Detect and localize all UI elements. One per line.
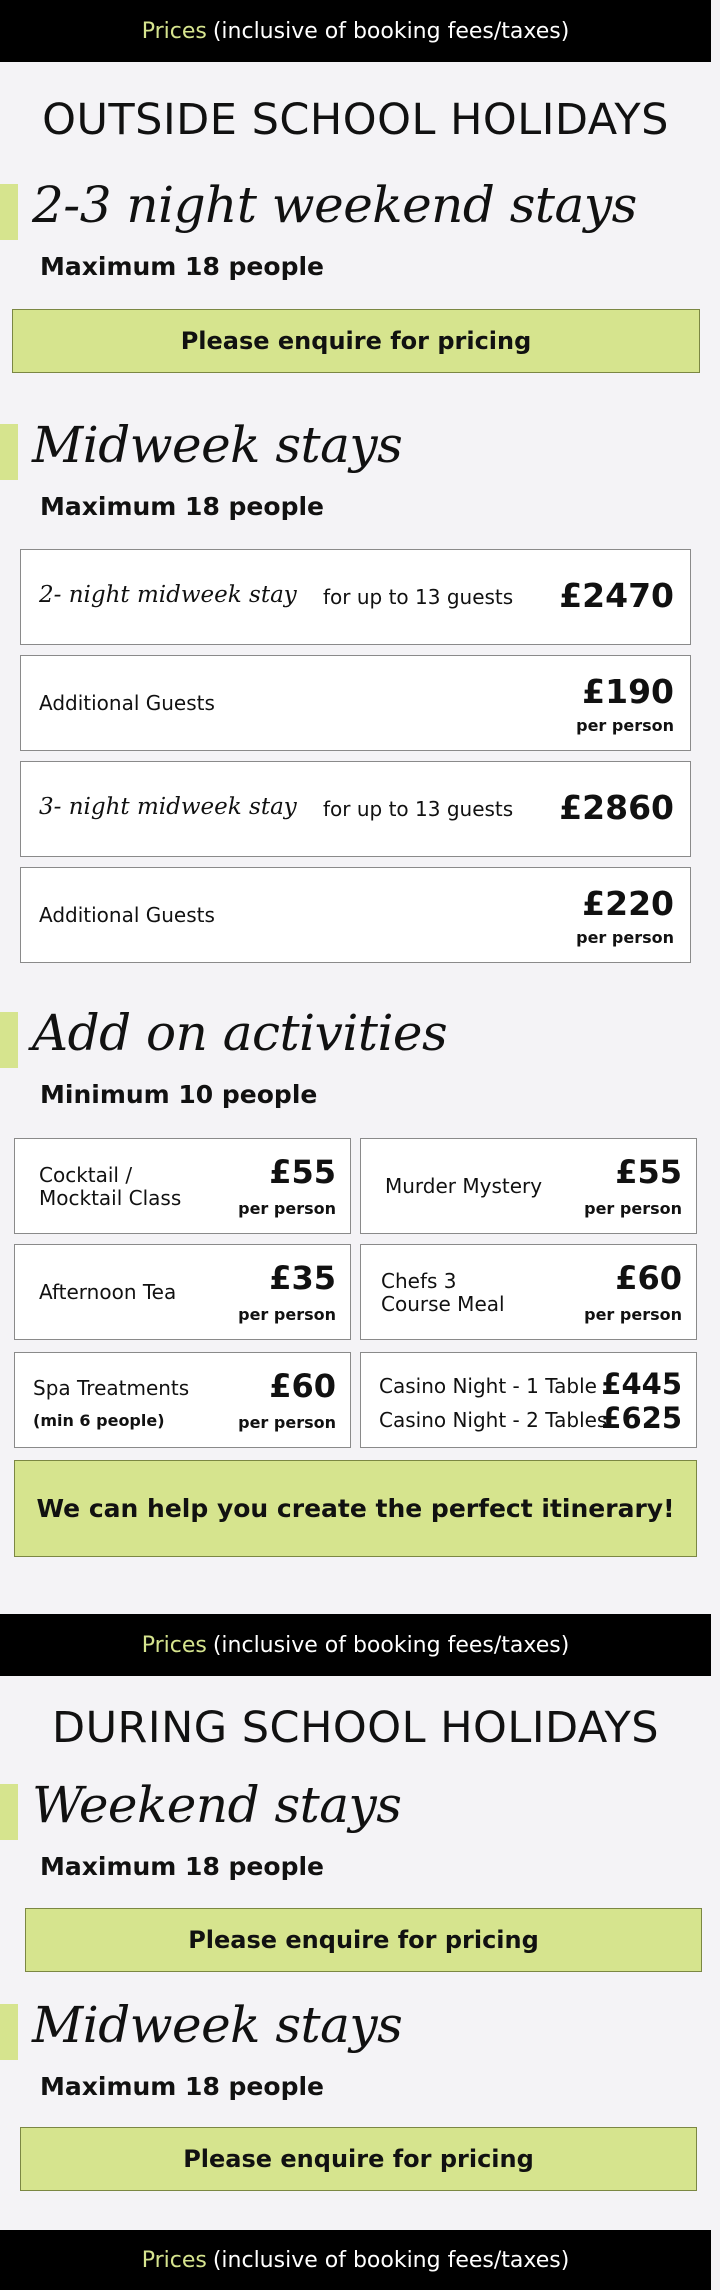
activity-card: [14, 1352, 351, 1448]
weekend-enquire-button[interactable]: Please enquire for pricing: [12, 309, 700, 373]
activity-card: [360, 1244, 697, 1340]
activities-sub: Minimum 10 people: [40, 1080, 318, 1109]
guest-limit: for up to 13 guests: [323, 585, 514, 609]
additional-guests-label: Additional Guests: [39, 691, 215, 715]
weekend-sub: Maximum 18 people: [40, 252, 324, 281]
accent-tick: [0, 1784, 18, 1840]
price-bar-accent: Prices: [141, 18, 207, 44]
activity-price: £55: [269, 1153, 336, 1191]
during-weekend-sub: Maximum 18 people: [40, 1852, 324, 1881]
during-midweek-enquire-button[interactable]: Please enquire for pricing: [20, 2127, 697, 2191]
per-person: per person: [238, 1199, 336, 1218]
casino-option: Casino Night - 2 Tables: [379, 1408, 608, 1432]
accent-tick: [0, 2004, 18, 2060]
itinerary-cta-button[interactable]: We can help you create the perfect itinerary!: [14, 1460, 697, 1557]
activity-name: Murder Mystery: [385, 1174, 543, 1198]
price-bar-accent: Prices: [141, 2247, 207, 2273]
activity-card: [360, 1138, 697, 1234]
stay-price: £2860: [559, 788, 674, 827]
activity-name: Afternoon Tea: [39, 1280, 177, 1304]
guest-limit: for up to 13 guests: [323, 797, 514, 821]
during-midweek-sub: Maximum 18 people: [40, 2072, 324, 2101]
activity-card: [14, 1138, 351, 1234]
per-person: per person: [584, 1199, 682, 1218]
accent-tick: [0, 424, 18, 480]
per-person: per person: [576, 716, 674, 735]
stay-label: 3- night midweek stay: [39, 794, 297, 820]
during-midweek-heading: Midweek stays: [32, 1996, 403, 2054]
accent-tick: [0, 184, 18, 240]
activity-name: Spa Treatments: [33, 1376, 190, 1400]
midweek-heading: Midweek stays: [32, 416, 403, 474]
casino-price: £625: [601, 1401, 682, 1435]
price-bar-text: (inclusive of booking fees/taxes): [212, 2247, 570, 2273]
midweek-row: [20, 549, 691, 645]
per-person: per person: [576, 928, 674, 947]
casino-card: [360, 1352, 697, 1448]
price-bar-top: [0, 0, 711, 62]
during-weekend-enquire-button[interactable]: Please enquire for pricing: [25, 1908, 702, 1972]
price-bar-text: (inclusive of booking fees/taxes): [212, 1632, 570, 1658]
section-title-during: DURING SCHOOL HOLIDAYS: [51, 1703, 660, 1753]
activity-name: Chefs 3 Course Meal: [381, 1269, 505, 1316]
price-bar-bottom: [0, 2230, 711, 2290]
price-bar-text: (inclusive of booking fees/taxes): [212, 18, 570, 44]
midweek-row: [20, 655, 691, 751]
section-title-outside: OUTSIDE SCHOOL HOLIDAYS: [42, 95, 669, 145]
activity-price: £55: [615, 1153, 682, 1191]
activity-price: £60: [269, 1367, 336, 1405]
price-bar-accent: Prices: [141, 1632, 207, 1658]
midweek-row: [20, 867, 691, 963]
activity-card: [14, 1244, 351, 1340]
midweek-sub: Maximum 18 people: [40, 492, 324, 521]
stay-price: £2470: [559, 576, 674, 615]
activity-note: (min 6 people): [33, 1411, 165, 1430]
casino-option: Casino Night - 1 Table: [379, 1374, 597, 1398]
accent-tick: [0, 1012, 18, 1068]
casino-price: £445: [601, 1367, 682, 1401]
additional-price: £190: [582, 672, 674, 711]
price-bar-middle: [0, 1614, 711, 1676]
weekend-heading: 2-3 night weekend stays: [32, 176, 637, 234]
per-person: per person: [238, 1305, 336, 1324]
activity-name: Cocktail / Mocktail Class: [39, 1163, 182, 1210]
per-person: per person: [584, 1305, 682, 1324]
during-weekend-heading: Weekend stays: [32, 1776, 402, 1834]
additional-price: £220: [582, 884, 674, 923]
activity-price: £60: [615, 1259, 682, 1297]
stay-label: 2- night midweek stay: [39, 582, 297, 608]
per-person: per person: [238, 1413, 336, 1432]
additional-guests-label: Additional Guests: [39, 903, 215, 927]
activity-price: £35: [269, 1259, 336, 1297]
midweek-row: [20, 761, 691, 857]
activities-heading: Add on activities: [32, 1004, 448, 1062]
